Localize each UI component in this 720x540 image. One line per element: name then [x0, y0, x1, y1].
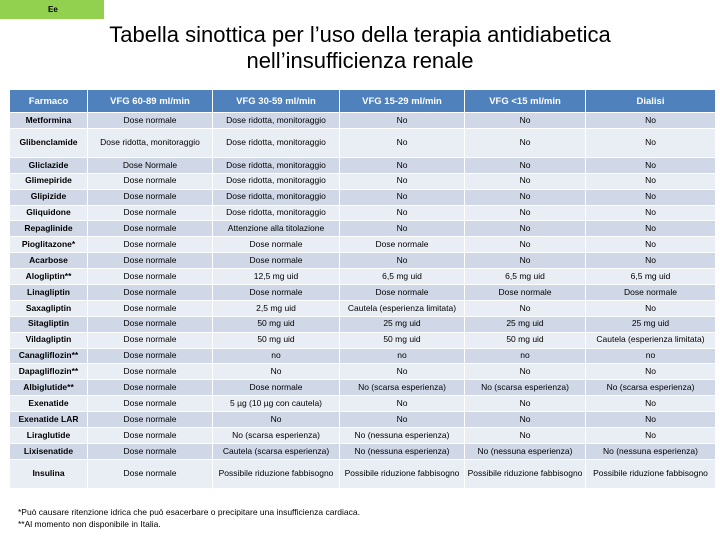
header-vfg-30-59: VFG 30-59 ml/min: [213, 90, 340, 113]
table-header-row: [10, 90, 716, 113]
table-cell: Cautela (esperienza limitata): [340, 300, 465, 316]
header-dialysis: Dialisi: [586, 90, 716, 113]
drug-name-cell: Canagliflozin**: [10, 348, 88, 364]
table-cell: no: [465, 348, 586, 364]
table-cell: Possibile riduzione fabbisogno: [586, 459, 716, 488]
table-cell: No: [586, 300, 716, 316]
table-cell: No: [340, 221, 465, 237]
table-row: [10, 348, 716, 364]
table-cell: Dose normale: [88, 364, 213, 380]
table-cell: No: [586, 237, 716, 253]
table-cell: Dose normale: [465, 285, 586, 301]
title-line-1: Tabella sinottica per l’uso della terapia antidiabetica: [109, 22, 611, 47]
table-cell: Dose ridotta, monitoraggio: [213, 113, 340, 129]
header-vfg-60-89: VFG 60-89 ml/min: [88, 90, 213, 113]
table-cell: Dose normale: [88, 396, 213, 412]
table-row: [10, 113, 716, 129]
table-row: [10, 380, 716, 396]
table-cell: No (nessuna esperienza): [586, 443, 716, 459]
footnote-2: **Al momento non disponibile in Italia.: [18, 519, 161, 529]
table-cell: Dose normale: [88, 412, 213, 428]
table-cell: Attenzione alla titolazione: [213, 221, 340, 237]
table-row: [10, 459, 716, 488]
drug-name-cell: Exenatide LAR: [10, 412, 88, 428]
table-cell: No (scarsa esperienza): [213, 428, 340, 444]
table-cell: No: [340, 205, 465, 221]
table-cell: 25 mg uid: [340, 316, 465, 332]
table-cell: No (nessuna esperienza): [465, 443, 586, 459]
table-cell: No: [586, 412, 716, 428]
table-cell: Dose Normale: [88, 157, 213, 173]
table-cell: no: [213, 348, 340, 364]
table-cell: Possibile riduzione fabbisogno: [340, 459, 465, 488]
drug-name-cell: Pioglitazone*: [10, 237, 88, 253]
table-cell: No: [586, 221, 716, 237]
table-row: [10, 316, 716, 332]
table-cell: 50 mg uid: [213, 332, 340, 348]
table-cell: 50 mg uid: [213, 316, 340, 332]
table-cell: No (scarsa esperienza): [340, 380, 465, 396]
table-row: [10, 285, 716, 301]
table-cell: No: [340, 396, 465, 412]
drug-name-cell: Gliquidone: [10, 205, 88, 221]
drug-name-cell: Albiglutide**: [10, 380, 88, 396]
table-cell: No (scarsa esperienza): [465, 380, 586, 396]
header-vfg-under-15: VFG <15 ml/min: [465, 90, 586, 113]
table-cell: 25 mg uid: [586, 316, 716, 332]
table-row: [10, 157, 716, 173]
table-row: [10, 221, 716, 237]
footnotes: [18, 506, 360, 530]
table-cell: No: [465, 300, 586, 316]
table-cell: 50 mg uid: [340, 332, 465, 348]
header-drug: Farmaco: [10, 90, 88, 113]
table-cell: No: [586, 113, 716, 129]
drug-name-cell: Dapagliflozin**: [10, 364, 88, 380]
table-cell: No: [465, 396, 586, 412]
table-cell: No: [465, 428, 586, 444]
table-cell: 2,5 mg uid: [213, 300, 340, 316]
table-cell: No: [340, 253, 465, 269]
table-cell: No: [340, 364, 465, 380]
table-cell: Dose normale: [88, 269, 213, 285]
table-cell: Dose normale: [213, 253, 340, 269]
table-cell: 25 mg uid: [465, 316, 586, 332]
drug-name-cell: Repaglinide: [10, 221, 88, 237]
table-row: [10, 269, 716, 285]
table-cell: No: [465, 128, 586, 157]
drug-name-cell: Insulina: [10, 459, 88, 488]
table-cell: Dose normale: [88, 300, 213, 316]
table-cell: No: [340, 113, 465, 129]
table-row: [10, 443, 716, 459]
slide-badge: Ee: [0, 0, 104, 19]
table-cell: No: [465, 412, 586, 428]
table-cell: Dose normale: [88, 428, 213, 444]
table-cell: No: [586, 253, 716, 269]
table-cell: Dose normale: [88, 221, 213, 237]
drug-name-cell: Acarbose: [10, 253, 88, 269]
table-cell: No: [586, 157, 716, 173]
table-row: [10, 237, 716, 253]
table-cell: Dose normale: [340, 285, 465, 301]
drug-name-cell: Liraglutide: [10, 428, 88, 444]
table-cell: 6,5 mg uid: [586, 269, 716, 285]
table-cell: no: [340, 348, 465, 364]
table-row: [10, 396, 716, 412]
table-cell: Dose normale: [88, 253, 213, 269]
table-cell: Dose normale: [586, 285, 716, 301]
table-cell: Dose normale: [88, 189, 213, 205]
table-cell: No: [586, 205, 716, 221]
table-cell: Dose ridotta, monitoraggio: [213, 173, 340, 189]
table-row: [10, 428, 716, 444]
drug-name-cell: Alogliptin**: [10, 269, 88, 285]
drug-name-cell: Metformina: [10, 113, 88, 129]
table-cell: No: [340, 157, 465, 173]
table-cell: Dose normale: [88, 113, 213, 129]
drug-name-cell: Glimepiride: [10, 173, 88, 189]
header-vfg-15-29: VFG 15-29 ml/min: [340, 90, 465, 113]
table-cell: Dose normale: [88, 348, 213, 364]
drug-name-cell: Sitagliptin: [10, 316, 88, 332]
table-cell: Dose normale: [88, 285, 213, 301]
drug-name-cell: Glipizide: [10, 189, 88, 205]
table-cell: No: [586, 428, 716, 444]
antidiabetic-renal-table: [9, 89, 716, 489]
drug-name-cell: Exenatide: [10, 396, 88, 412]
table-cell: No: [213, 412, 340, 428]
table-row: [10, 253, 716, 269]
table-cell: Dose normale: [88, 459, 213, 488]
table-cell: No: [586, 173, 716, 189]
table-cell: Dose normale: [88, 316, 213, 332]
table-cell: 6,5 mg uid: [465, 269, 586, 285]
table-cell: Dose normale: [88, 443, 213, 459]
table-row: [10, 300, 716, 316]
drug-name-cell: Gliclazide: [10, 157, 88, 173]
table-row: [10, 189, 716, 205]
table-cell: No: [340, 173, 465, 189]
table-cell: 12,5 mg uid: [213, 269, 340, 285]
table-row: [10, 364, 716, 380]
table-cell: 6,5 mg uid: [340, 269, 465, 285]
table-cell: Dose normale: [88, 237, 213, 253]
table-cell: No: [465, 253, 586, 269]
table-cell: No (nessuna esperienza): [340, 428, 465, 444]
table-cell: Dose normale: [213, 285, 340, 301]
table-cell: Dose normale: [88, 332, 213, 348]
table-row: [10, 412, 716, 428]
drug-name-cell: Glibenclamide: [10, 128, 88, 157]
table-cell: No: [465, 205, 586, 221]
table-cell: Cautela (scarsa esperienza): [213, 443, 340, 459]
table-cell: No (nessuna esperienza): [340, 443, 465, 459]
table-cell: Dose ridotta, monitoraggio: [213, 157, 340, 173]
table-cell: Dose ridotta, monitoraggio: [213, 189, 340, 205]
drug-name-cell: Saxagliptin: [10, 300, 88, 316]
table-cell: Cautela (esperienza limitata): [586, 332, 716, 348]
table-row: [10, 173, 716, 189]
table-cell: Dose ridotta, monitoraggio: [88, 128, 213, 157]
table-row: [10, 205, 716, 221]
table-cell: No: [465, 189, 586, 205]
table-cell: No: [465, 173, 586, 189]
drug-name-cell: Lixisenatide: [10, 443, 88, 459]
table-cell: Dose normale: [88, 205, 213, 221]
table-cell: Dose normale: [213, 237, 340, 253]
table-body: [10, 113, 716, 489]
table-cell: Dose normale: [88, 173, 213, 189]
table-cell: No: [586, 364, 716, 380]
table-cell: Dose normale: [213, 380, 340, 396]
table-cell: No (scarsa esperienza): [586, 380, 716, 396]
drug-name-cell: Linagliptin: [10, 285, 88, 301]
table-cell: Dose ridotta, monitoraggio: [213, 205, 340, 221]
table-cell: No: [465, 113, 586, 129]
table-cell: Dose normale: [340, 237, 465, 253]
table-cell: No: [340, 128, 465, 157]
table-cell: No: [465, 364, 586, 380]
table-cell: No: [465, 237, 586, 253]
table-cell: 50 mg uid: [465, 332, 586, 348]
table-row: [10, 332, 716, 348]
table-cell: No: [586, 189, 716, 205]
table-cell: Possibile riduzione fabbisogno: [465, 459, 586, 488]
drug-name-cell: Vildagliptin: [10, 332, 88, 348]
table-cell: Dose ridotta, monitoraggio: [213, 128, 340, 157]
table-cell: No: [340, 412, 465, 428]
table-cell: 5 µg (10 µg con cautela): [213, 396, 340, 412]
footnote-1: *Può causare ritenzione idrica che può esacerbare o precipitare una insufficienza cardiaca.: [18, 507, 360, 517]
table-cell: Dose normale: [88, 380, 213, 396]
slide-title: [0, 22, 720, 74]
table-cell: No: [340, 189, 465, 205]
table-row: [10, 128, 716, 157]
table-cell: No: [213, 364, 340, 380]
table-cell: Possibile riduzione fabbisogno: [213, 459, 340, 488]
table-cell: No: [586, 128, 716, 157]
table-cell: No: [465, 221, 586, 237]
table-cell: no: [586, 348, 716, 364]
table-cell: No: [586, 396, 716, 412]
table-cell: No: [465, 157, 586, 173]
title-line-2: nell’insufficienza renale: [246, 48, 474, 73]
